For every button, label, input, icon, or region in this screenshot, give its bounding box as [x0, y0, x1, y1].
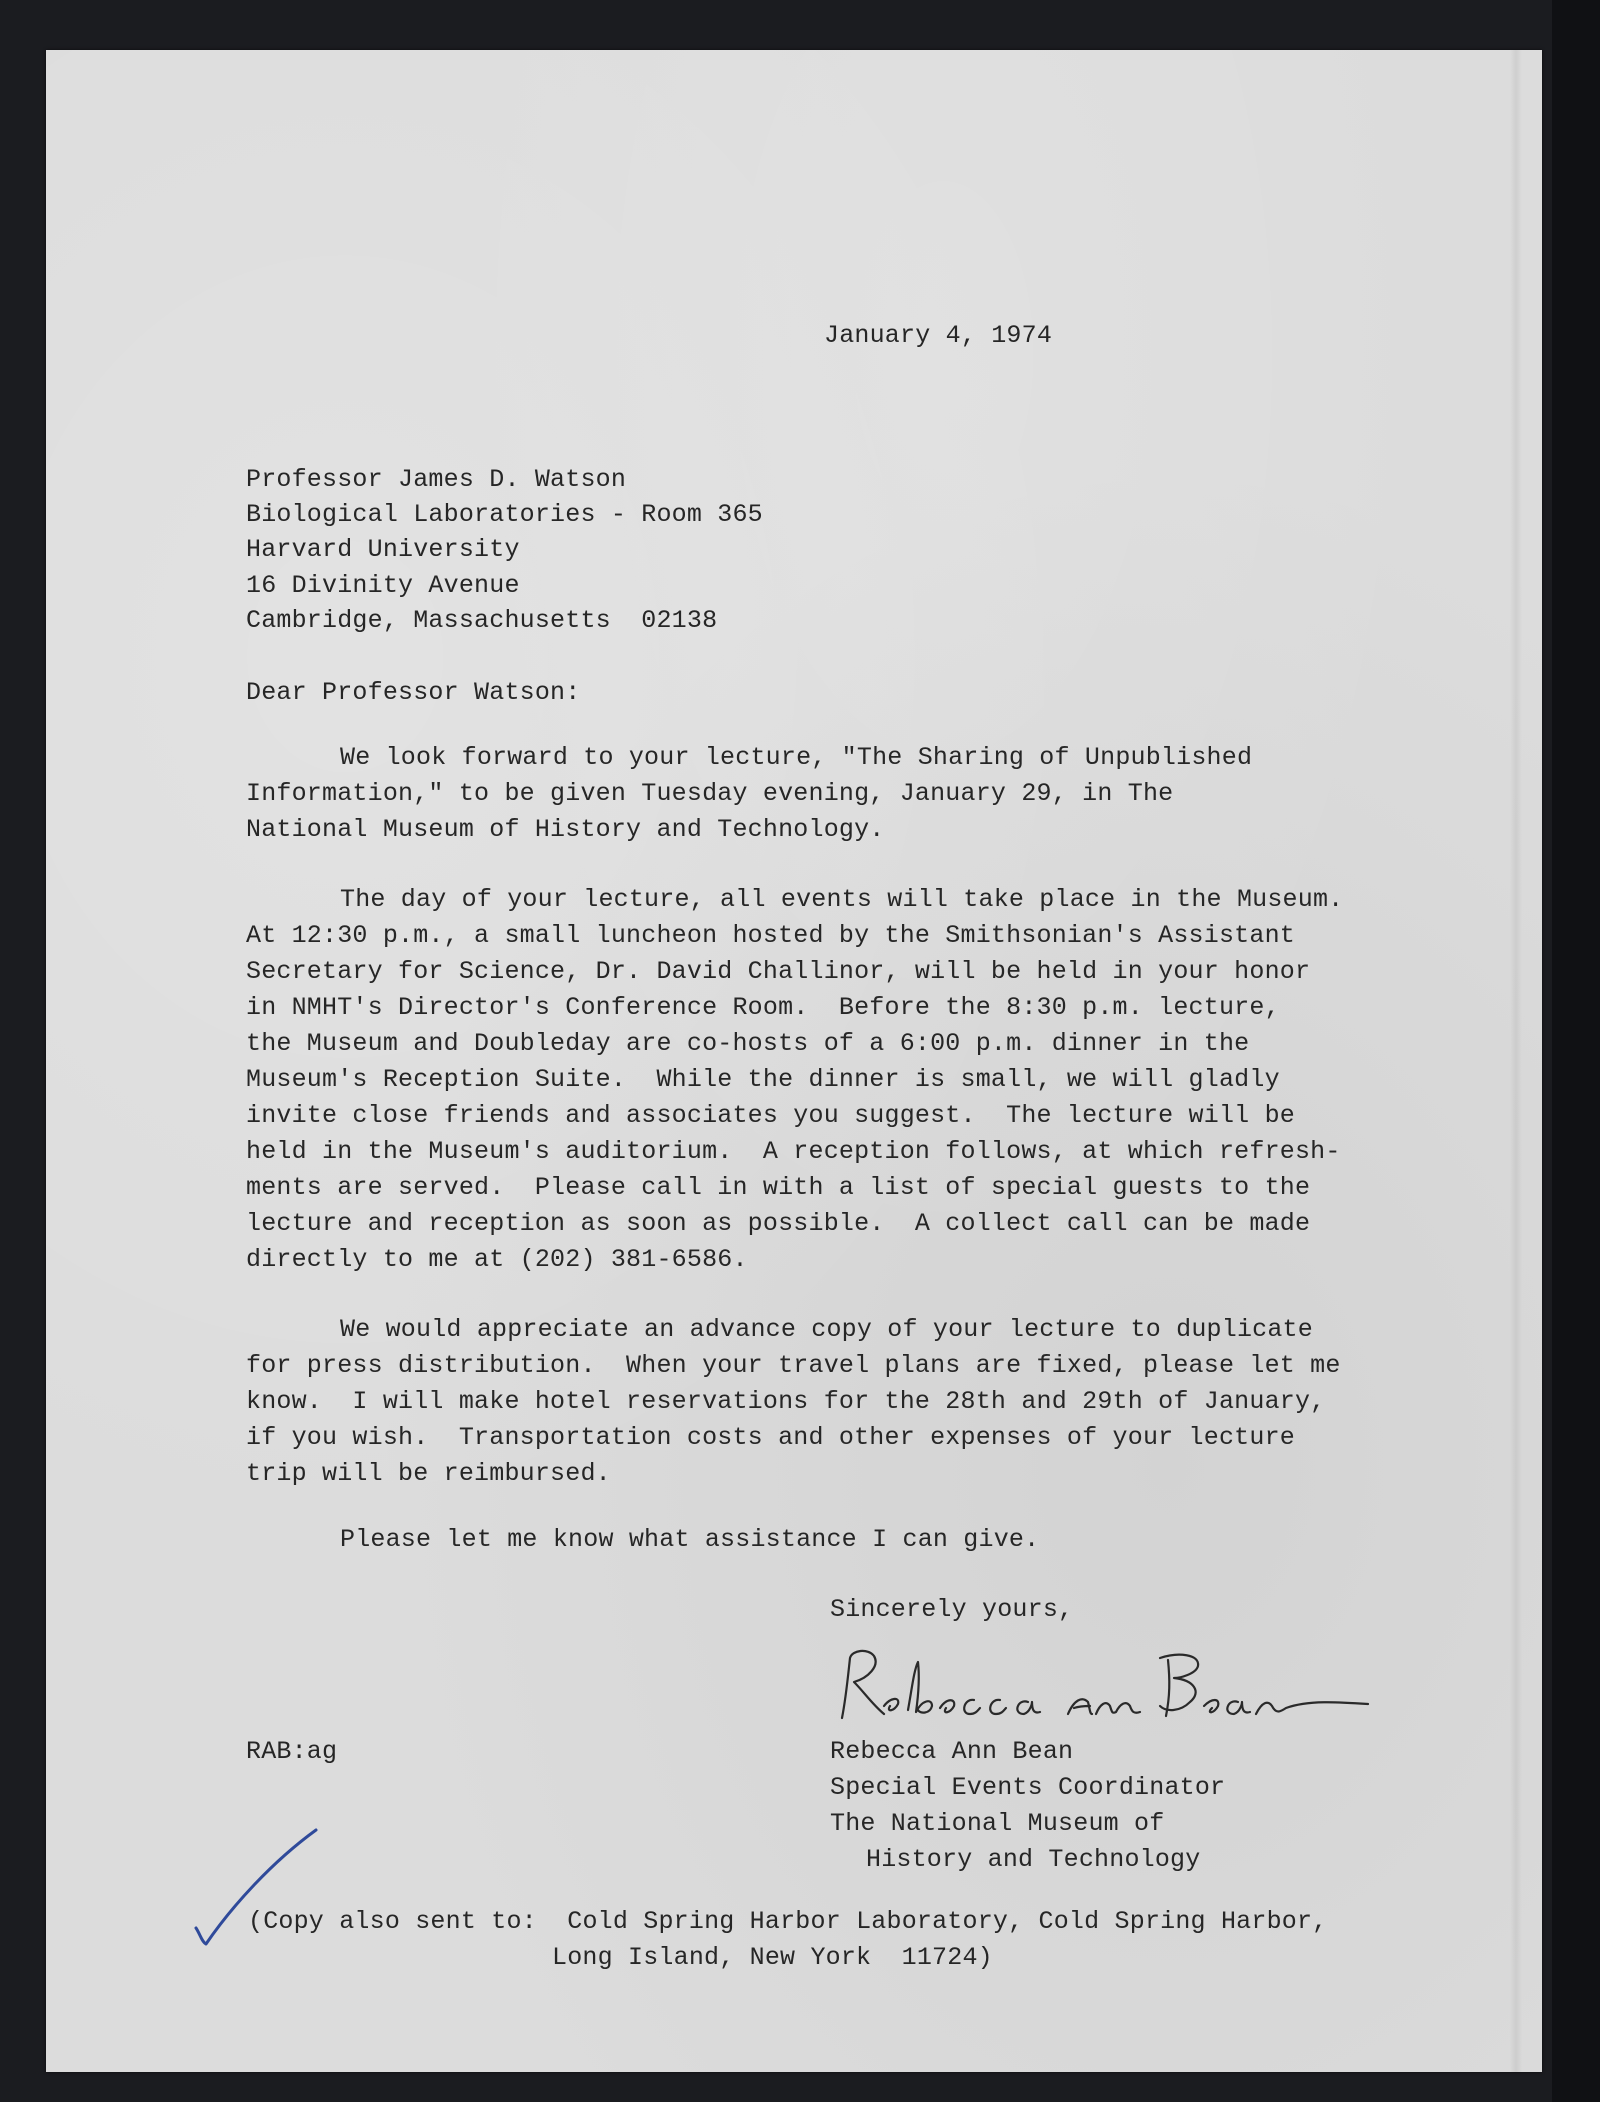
paragraph-line: Museum's Reception Suite. While the dinner is small, we will gladly — [246, 1065, 1280, 1094]
paragraph-line: Please let me know what assistance I can give. — [340, 1525, 1040, 1554]
handwritten-signature — [828, 1640, 1388, 1740]
recipient-address-line: Harvard University — [246, 535, 520, 564]
paragraph-line: the Museum and Doubleday are co-hosts of a 6:00 p.m. dinner in the — [246, 1029, 1250, 1058]
paragraph-line: Secretary for Science, Dr. David Challinor, will be held in your honor — [246, 957, 1311, 986]
paragraph-line: for press distribution. When your travel plans are fixed, please let me — [246, 1351, 1341, 1380]
salutation: Dear Professor Watson: — [246, 678, 581, 707]
signer-organization: The National Museum of — [830, 1809, 1165, 1838]
paragraph-line: Information," to be given Tuesday evening, January 29, in The — [246, 779, 1174, 808]
recipient-name: Professor James D. Watson — [246, 465, 627, 494]
recipient-address-line: Cambridge, Massachusetts 02138 — [246, 606, 718, 635]
closing: Sincerely yours, — [830, 1595, 1074, 1624]
paragraph-line: directly to me at (202) 381-6586. — [246, 1245, 748, 1274]
signer-name: Rebecca Ann Bean — [830, 1737, 1074, 1766]
letter-date: January 4, 1974 — [824, 321, 1053, 350]
paper-fold — [1510, 50, 1522, 2072]
paragraph-line: in NMHT's Director's Conference Room. Before the 8:30 p.m. lecture, — [246, 993, 1280, 1022]
paragraph-line: At 12:30 p.m., a small luncheon hosted by the Smithsonian's Assistant — [246, 921, 1295, 950]
paragraph-line: The day of your lecture, all events will take place in the Museum. — [340, 885, 1344, 914]
copy-note: (Copy also sent to: Cold Spring Harbor Laboratory, Cold Spring Harbor, — [248, 1907, 1328, 1936]
paragraph-line: invite close friends and associates you suggest. The lecture will be — [246, 1101, 1295, 1130]
scan-background — [1552, 0, 1600, 2102]
paragraph-line: We look forward to your lecture, "The Sharing of Unpublished — [340, 743, 1253, 772]
paragraph-line: ments are served. Please call in with a list of special guests to the — [246, 1173, 1311, 1202]
signer-organization: History and Technology — [866, 1845, 1201, 1874]
paragraph-line: We would appreciate an advance copy of your lecture to duplicate — [340, 1315, 1313, 1344]
paragraph-line: know. I will make hotel reservations for the 28th and 29th of January, — [246, 1387, 1326, 1416]
typist-initials: RAB:ag — [246, 1737, 338, 1766]
paragraph-line: trip will be reimbursed. — [246, 1459, 611, 1488]
copy-note: Long Island, New York 11724) — [552, 1943, 993, 1972]
recipient-address-line: 16 Divinity Avenue — [246, 571, 520, 600]
paragraph-line: National Museum of History and Technology. — [246, 815, 885, 844]
paragraph-line: held in the Museum's auditorium. A reception follows, at which refresh- — [246, 1137, 1341, 1166]
paragraph-line: lecture and reception as soon as possible. A collect call can be made — [246, 1209, 1311, 1238]
paragraph-line: if you wish. Transportation costs and other expenses of your lecture — [246, 1423, 1295, 1452]
recipient-address-line: Biological Laboratories - Room 365 — [246, 500, 763, 529]
signer-title: Special Events Coordinator — [830, 1773, 1226, 1802]
